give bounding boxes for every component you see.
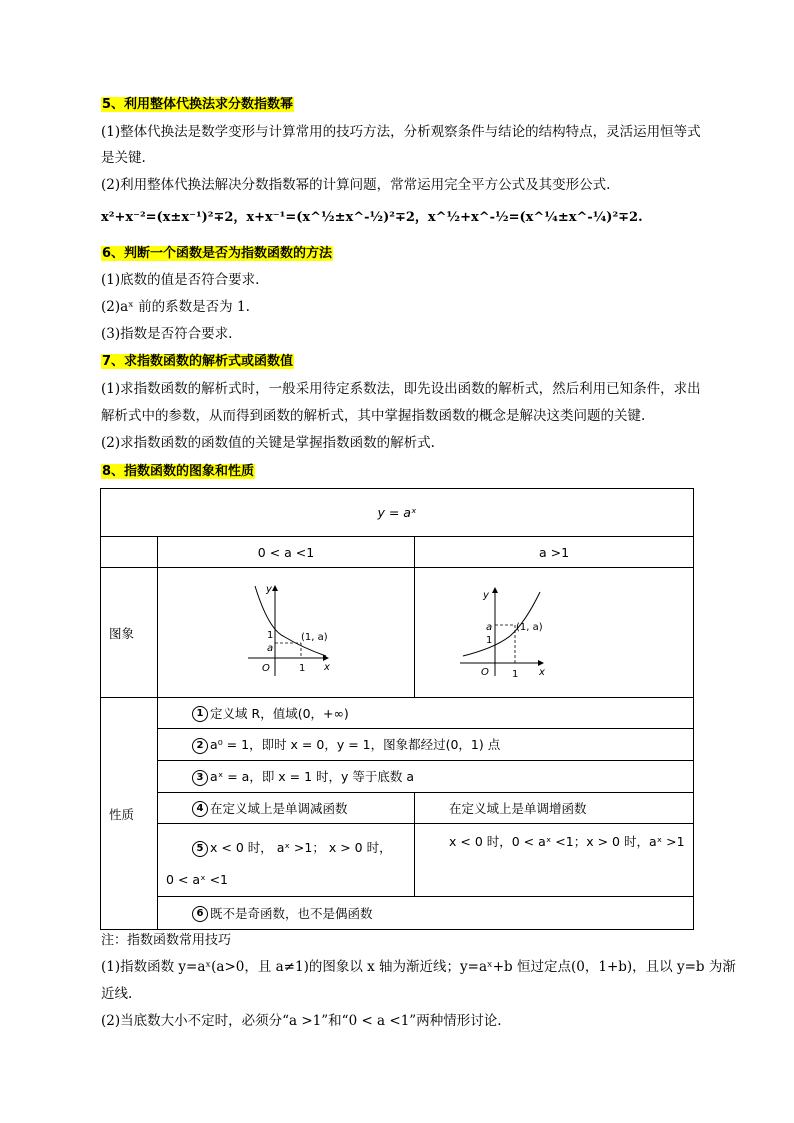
graph-decreasing-cell xyxy=(158,568,415,698)
note-title: 注：指数函数常用技巧 xyxy=(101,933,232,948)
note-paragraph-2: (2)当底数大小不定时，必须分“a >1”和“0 < a <1”两种情形讨论. xyxy=(101,1013,502,1029)
origin-label: O xyxy=(262,663,270,674)
section-5-paragraph-2: (2)利用整体代换法解决分数指数幂的计算问题，常常运用完全平方公式及其变形公式. xyxy=(101,177,611,193)
section-7-paragraph-2: (2)求指数函数的函数值的关键是掌握指数函数的解析式. xyxy=(101,435,435,451)
property-5-increasing: x < 0 时，0 < aˣ <1；x > 0 时，aˣ >1 xyxy=(415,824,694,897)
property-1: 1 定义域 R，值域(0，+∞) xyxy=(158,698,694,729)
table-header-col2: a >1 xyxy=(415,537,694,568)
property-4-decreasing: 4 在定义域上是单调减函数 xyxy=(158,793,415,824)
property-6: 6 既不是奇函数，也不是偶函数 xyxy=(158,897,694,930)
row-label-properties: 性质 xyxy=(101,698,158,930)
section-7-paragraph-1: (1)求指数函数的解析式时，一般采用待定系数法，即先设出函数的解析式，然后利用已知条件，求出 xyxy=(101,381,701,397)
graph-increasing-cell xyxy=(415,568,694,698)
section-5-heading: 5、利用整体代换法求分数指数幂 xyxy=(102,97,294,112)
section-6-item-3: (3)指数是否符合要求. xyxy=(101,326,233,342)
graph-decreasing xyxy=(158,568,413,694)
x-one-label: 1 xyxy=(299,663,306,674)
property-4-increasing: 在定义域上是单调增函数 xyxy=(415,793,694,824)
y-label: y xyxy=(266,584,272,595)
y-label: y xyxy=(483,590,489,601)
section-6-heading: 6、判断一个函数是否为指数函数的方法 xyxy=(102,246,333,261)
row-label-graph: 图象 xyxy=(101,568,158,698)
decreasing-curve xyxy=(255,586,326,656)
property-3: 3 aˣ = a，即 x = 1 时，y 等于底数 a xyxy=(158,761,694,793)
table-title: y = aˣ xyxy=(101,489,694,537)
note-paragraph-1: (1)指数函数 y=aˣ(a>0，且 a≠1)的图象以 x 轴为渐近线；y=aˣ+b 恒过定点(0，1+b)，且以 y=b 为渐 xyxy=(101,959,736,975)
graph-increasing xyxy=(415,568,693,694)
one-label: 1 xyxy=(486,635,493,646)
one-label: 1 xyxy=(267,630,274,641)
note-paragraph-1-cont: 近线. xyxy=(101,986,133,1002)
section-6-item-1: (1)底数的值是否符合要求. xyxy=(101,272,260,288)
table-header-col1: 0 < a <1 xyxy=(158,537,415,568)
exponential-function-table xyxy=(100,488,694,930)
point-label: (1, a) xyxy=(516,622,543,633)
x-label: x xyxy=(539,667,545,678)
section-7-heading: 7、求指数函数的解析式或函数值 xyxy=(102,354,294,369)
section-7-paragraph-1-cont: 解析式中的参数，从而得到函数的解析式，其中掌握指数函数的概念是解决这类问题的关键. xyxy=(101,408,646,424)
origin-label: O xyxy=(481,667,489,678)
property-2: 2 a⁰ = 1，即时 x = 0，y = 1，图象都经过(0，1) 点 xyxy=(158,729,694,761)
section-8-heading: 8、指数函数的图象和性质 xyxy=(102,464,255,479)
x-one-label: 1 xyxy=(512,669,519,680)
property-5-decreasing: 5 x < 0 时， aˣ >1； x > 0 时， 0 < aˣ <1 xyxy=(158,824,415,897)
section-5-formula: x²+x⁻²=(x±x⁻¹)²∓2，x+x⁻¹=(x^½±x^-½)²∓2，x^½+x^-½=(x^¼±x^-¼)²∓2. xyxy=(101,210,643,225)
a-label: a xyxy=(267,643,274,654)
section-5-paragraph-1: (1)整体代换法是数学变形与计算常用的技巧方法，分析观察条件与结论的结构特点，灵活运用恒等式 xyxy=(101,124,701,140)
section-5-paragraph-1-cont: 是关键. xyxy=(101,150,146,166)
x-label: x xyxy=(324,662,330,673)
section-6-item-2: (2)aˣ 前的系数是否为 1. xyxy=(101,299,250,315)
point-label: (1, a) xyxy=(301,632,328,643)
table-header-blank xyxy=(101,537,158,568)
a-label: a xyxy=(486,622,493,633)
